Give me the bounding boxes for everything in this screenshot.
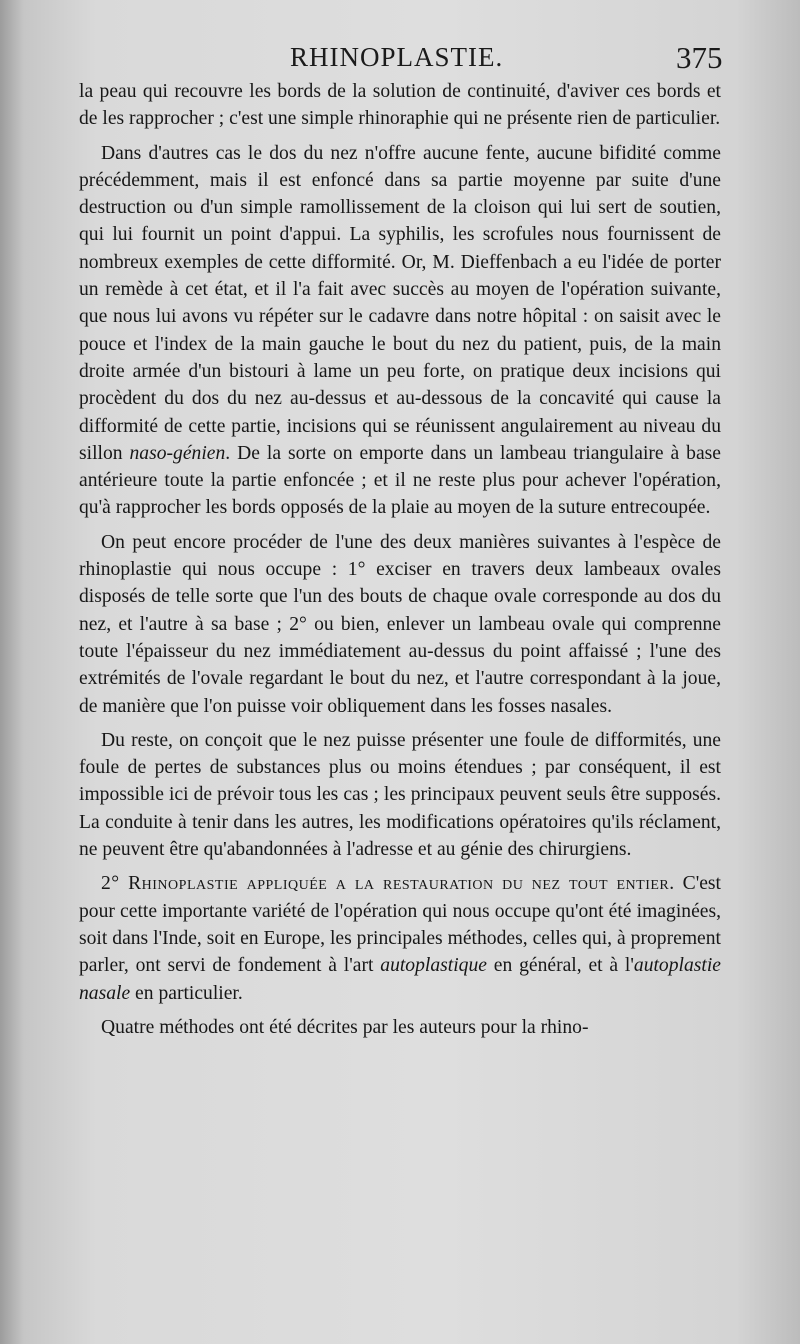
- body-text: [79, 78, 721, 1048]
- paragraph-dieffenbach-operation: [79, 140, 721, 522]
- running-header: [0, 38, 800, 78]
- paragraph-text: C'est pour cette importante variété de l'opération qui nous occupe qu'ont été imaginées, soit dans l'Inde, soit en Europe, les principales méthodes, celles qui, à proprement parler, ont servi de fondement à l'art: [79, 873, 721, 977]
- paragraph-section-2: [79, 870, 721, 1006]
- paragraph-alternative-methods: On peut encore procéder de l'une des deux manières suivantes à l'espèce de rhinoplastie qui nous occupe : 1° exciser en travers deux lambeaux ovales disposés de telle sorte que l'un des bouts de chaque ovale corresponde au dos du nez, et l'autre à sa base ; 2° ou bien, enlever un lambeau ovale qui comprenne toute l'épaisseur du nez immédiatement au-dessus du point affaissé ; l'une des extrémités de l'ovale regardant le bout du nez, et l'autre correspondant à la joue, de manière que l'on puisse voir obliquement dans les fosses nasales.: [79, 531, 721, 717]
- section-heading: 2° Rhinoplastie appliquée a la restauration du nez tout entier.: [101, 873, 675, 895]
- paragraph-text: en particulier.: [130, 982, 243, 1004]
- italic-term: autoplastique: [380, 955, 487, 977]
- paragraph-continuation: la peau qui recouvre les bords de la solution de continuité, d'aviver ces bords et de les rapprocher ; c'est une simple rhinoraphie qui ne présente rien de particulier.: [79, 81, 721, 130]
- paragraph-text: . De la sorte on emporte dans un lambeau triangulaire à base antérieure toute la partie enfoncée ; et il ne reste plus pour achever l'opération, qu'à rapprocher les bords opposés de la plaie au moyen de la suture entrecoupée.: [79, 442, 721, 519]
- italic-term: autoplastie nasale: [79, 955, 721, 1004]
- page-number: 375: [676, 40, 723, 75]
- paragraph-deformities: Du reste, on conçoit que le nez puisse présenter une foule de difformités, une foule de pertes de substances plus ou moins étendues ; par conséquent, il est impossible ici de prévoir tous les cas ; les principaux peuvent seuls être supposés. La conduite à tenir dans les autres, les modifications opératoires qu'ils réclament, ne peuvent être qu'abandonnées à l'adresse et au génie des chirurgiens.: [79, 729, 721, 861]
- italic-term: naso-génien: [129, 442, 226, 464]
- paragraph-four-methods: Quatre méthodes ont été décrites par les auteurs pour la rhino-: [101, 1016, 589, 1038]
- running-head-title: RHINOPLASTIE.: [290, 42, 504, 72]
- paragraph-text: Dans d'autres cas le dos du nez n'offre aucune fente, aucune bifidité comme précédemment, mais il est enfoncé dans sa partie moyenne par suite d'une destruction ou d'un simple ramollissement de la cloison qui lui sert de soutien, qui lui fournit un point d'appui. La syphilis, les scrofules nous fournissent de nombreux exemples de cette difformité. Or, M. Dieffenbach a eu l'idée de porter un remède à cet état, et il l'a fait avec succès au moyen de l'opération suivante, que nous lui avons vu répéter sur le cadavre dans notre hôpital : on saisit avec le pouce et l'index de la main gauche le bout du nez du patient, puis, de la main droite armée d'un bistouri à lame un peu forte, on pratique deux incisions qui procèdent du dos du nez au-dessus et au-dessous de la concavité qui cause la difformité de cette partie, incisions qui se réunissent angulairement au niveau du sillon: [79, 142, 721, 464]
- paragraph-text: en général, et à l': [486, 955, 634, 977]
